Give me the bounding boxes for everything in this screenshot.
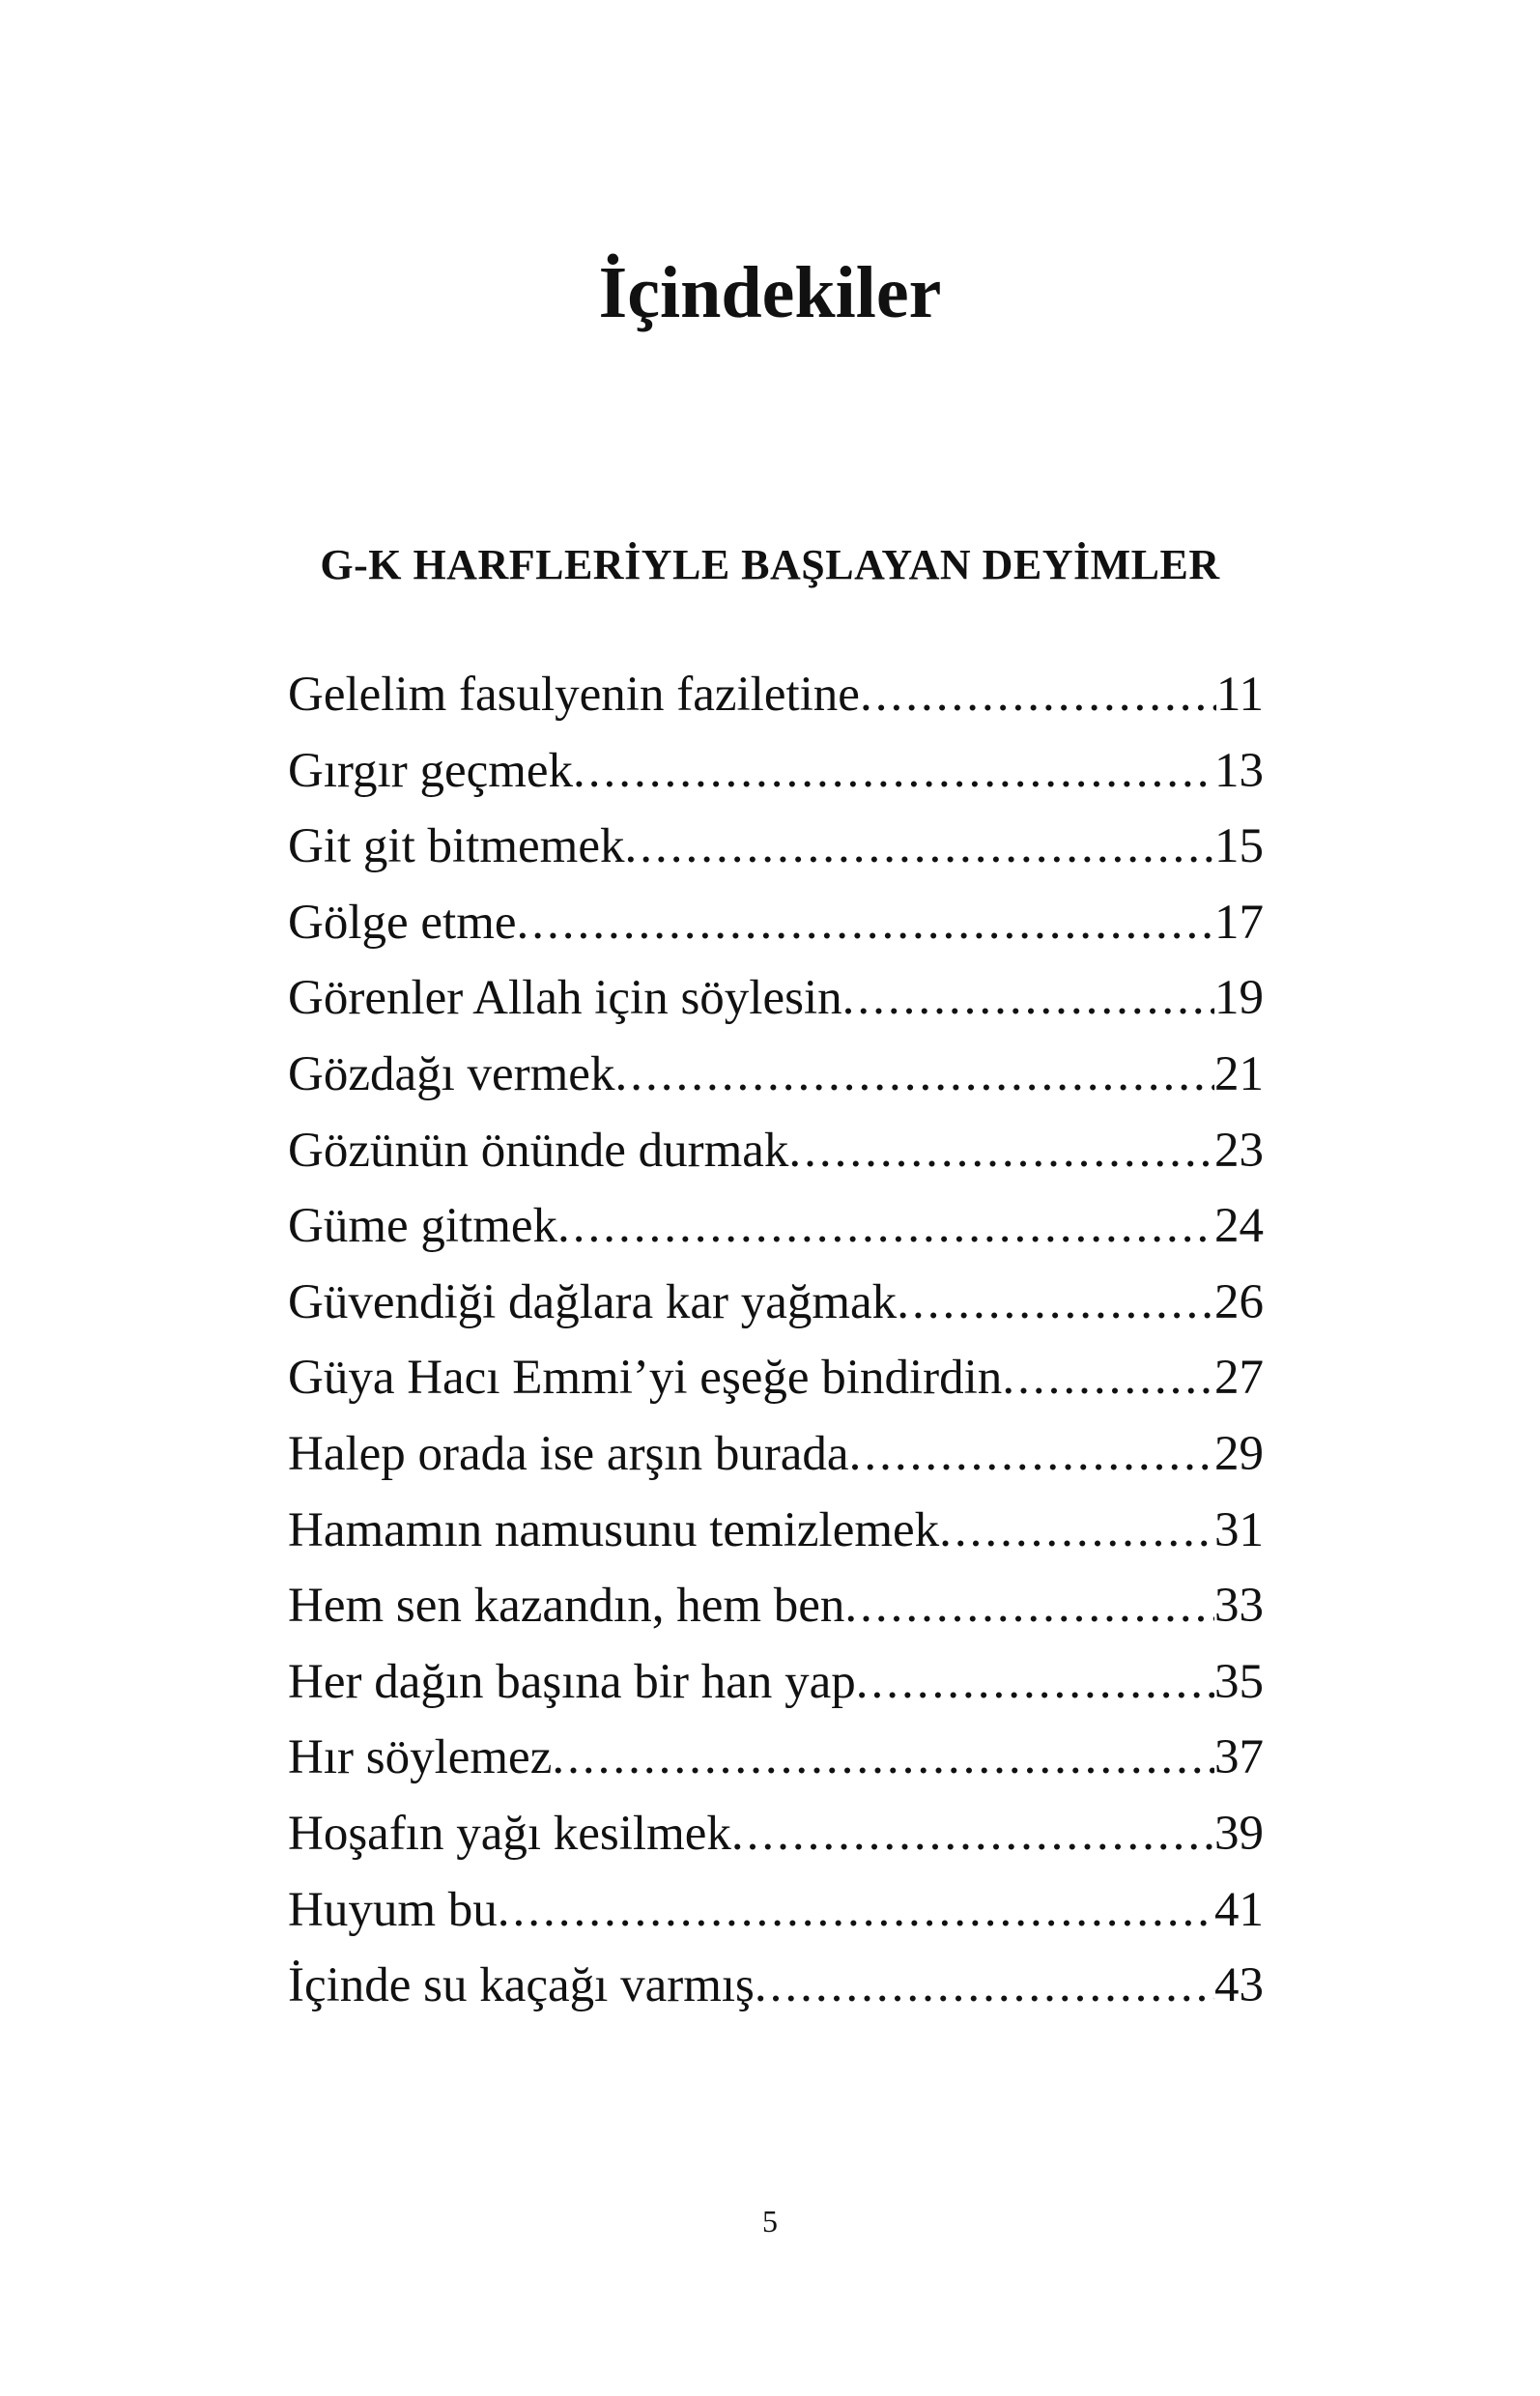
toc-leader-dots: [731, 1796, 1214, 1872]
toc-leader-dots: [860, 657, 1216, 733]
toc-entry[interactable]: [288, 1493, 1264, 1569]
page-number: 5: [762, 2204, 778, 2239]
toc-leader-dots: [842, 960, 1214, 1037]
toc-entry-title: Her dağın başına bir han yap: [288, 1654, 856, 1709]
toc-entry[interactable]: [288, 1265, 1264, 1341]
toc-entry-title: Gözünün önünde durmak: [288, 1123, 789, 1178]
toc-entry-page: 15: [1214, 819, 1264, 874]
toc-entry-page: 13: [1214, 743, 1264, 798]
toc-entry[interactable]: [288, 657, 1264, 733]
toc-leader-dots: [849, 1416, 1214, 1493]
toc-entry-page: 29: [1214, 1426, 1264, 1481]
toc-entry-title: Hamamın namusunu temizlemek: [288, 1502, 940, 1557]
toc-entry[interactable]: [288, 809, 1264, 885]
toc-entry-title: Gırgır geçmek: [288, 743, 574, 798]
toc-leader-dots: [614, 1037, 1214, 1113]
toc-entry-title: Hoşafın yağı kesilmek: [288, 1806, 731, 1861]
toc-entry[interactable]: [288, 1113, 1264, 1189]
toc-entry[interactable]: [288, 1796, 1264, 1872]
toc-entry-page: 39: [1214, 1806, 1264, 1861]
toc-leader-dots: [573, 733, 1214, 810]
toc-entry-page: 27: [1214, 1351, 1264, 1406]
toc-entry[interactable]: [288, 1340, 1264, 1416]
toc-entry[interactable]: [288, 960, 1264, 1037]
section-heading: G-K HARFLERİYLE BAŞLAYAN DEYİMLER: [320, 541, 1220, 588]
toc-entry-title: Hem sen kazandın, hem ben: [288, 1579, 845, 1634]
toc-leader-dots: [557, 1188, 1214, 1265]
toc-entry-page: 21: [1214, 1046, 1264, 1101]
toc-entry-title: Gelelim fasulyenin faziletine: [288, 668, 860, 722]
toc-entry-page: 41: [1214, 1882, 1264, 1937]
toc-entry-page: 19: [1214, 971, 1264, 1026]
toc-leader-dots: [755, 1948, 1214, 2024]
toc-leader-dots: [624, 809, 1214, 885]
toc-leader-dots: [1002, 1340, 1214, 1416]
toc-entry-title: Görenler Allah için söylesin: [288, 971, 842, 1026]
toc-entry[interactable]: [288, 1872, 1264, 1949]
toc-entry-title: Gölge etme: [288, 895, 517, 950]
toc-entry-page: 31: [1214, 1502, 1264, 1557]
toc-entry-page: 17: [1214, 895, 1264, 950]
toc-entry[interactable]: [288, 1037, 1264, 1113]
toc-entry[interactable]: [288, 1416, 1264, 1493]
toc-entry[interactable]: [288, 733, 1264, 810]
toc-entry-title: İçinde su kaçağı varmış: [288, 1958, 755, 2013]
toc-entry-page: 37: [1214, 1730, 1264, 1785]
toc-entry[interactable]: [288, 1644, 1264, 1721]
toc-leader-dots: [939, 1493, 1214, 1569]
toc-leader-dots: [552, 1720, 1214, 1796]
toc-entry-title: Git git bitmemek: [288, 819, 625, 874]
toc-leader-dots: [517, 885, 1215, 961]
toc-entry-page: 35: [1214, 1654, 1264, 1709]
table-of-contents: [288, 657, 1264, 2024]
toc-entry[interactable]: [288, 1568, 1264, 1644]
toc-leader-dots: [897, 1265, 1214, 1341]
toc-entry-title: Huyum bu: [288, 1882, 498, 1937]
toc-leader-dots: [788, 1113, 1214, 1189]
toc-entry[interactable]: [288, 885, 1264, 961]
toc-entry-title: Güya Hacı Emmi’yi eşeğe bindirdin: [288, 1351, 1003, 1406]
toc-entry-page: 23: [1214, 1123, 1264, 1178]
toc-entry-page: 33: [1214, 1579, 1264, 1634]
toc-entry-title: Hır söylemez: [288, 1730, 553, 1785]
toc-entry-page: 24: [1214, 1199, 1264, 1254]
toc-entry[interactable]: [288, 1720, 1264, 1796]
toc-entry-title: Güme gitmek: [288, 1199, 558, 1254]
toc-entry-title: Halep orada ise arşın burada: [288, 1426, 849, 1481]
page-title: İçindekiler: [598, 252, 942, 333]
toc-entry-title: Gözdağı vermek: [288, 1046, 615, 1101]
toc-entry[interactable]: [288, 1188, 1264, 1265]
toc-leader-dots: [844, 1568, 1214, 1644]
toc-leader-dots: [498, 1872, 1214, 1949]
toc-entry-title: Güvendiği dağlara kar yağmak: [288, 1274, 898, 1329]
toc-entry-page: 26: [1214, 1274, 1264, 1329]
toc-entry-page: 11: [1215, 668, 1264, 722]
toc-entry-page: 43: [1214, 1958, 1264, 2013]
toc-leader-dots: [856, 1644, 1214, 1721]
toc-entry[interactable]: [288, 1948, 1264, 2024]
